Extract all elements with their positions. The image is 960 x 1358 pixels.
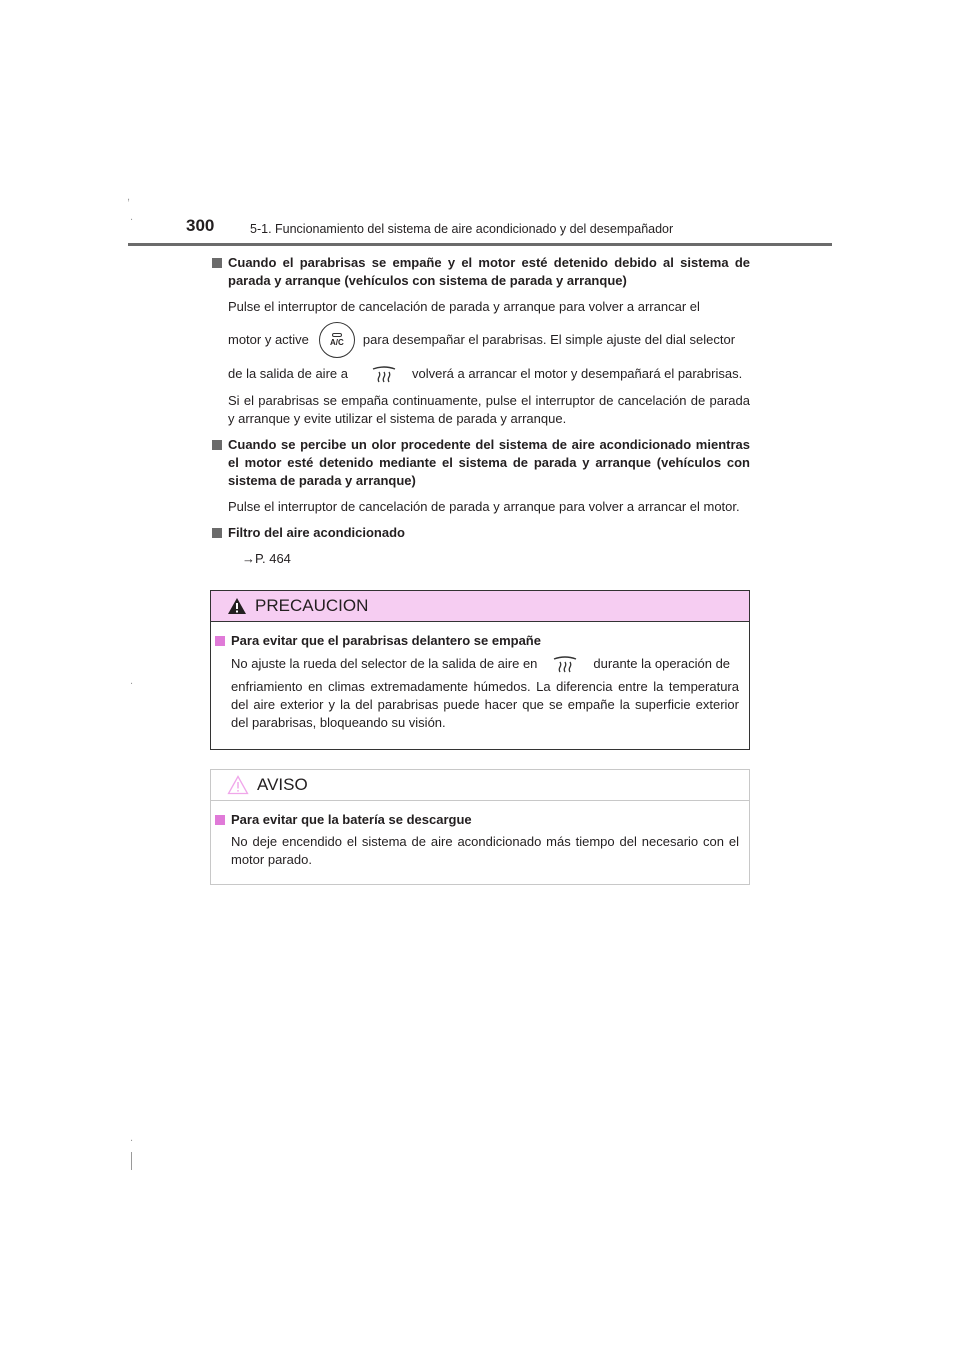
page-reference: →P. 464 bbox=[242, 551, 291, 566]
paragraph-with-icon: No ajuste la rueda del selector de la salida de aire en durante la operación de bbox=[215, 654, 739, 674]
square-bullet-icon bbox=[212, 440, 222, 450]
square-bullet-icon bbox=[215, 815, 225, 825]
aviso-box bbox=[210, 769, 750, 885]
precaucion-box bbox=[210, 590, 750, 750]
aviso-heading: Para evitar que la batería se descargue bbox=[215, 811, 739, 829]
paragraph: Pulse el interruptor de cancelación de parada y arranque para volver a arrancar el bbox=[228, 299, 700, 314]
precaucion-title: PRECAUCION bbox=[255, 596, 369, 615]
page-number: 300 bbox=[186, 216, 215, 235]
section-title: 5-1. Funcionamiento del sistema de aire acondicionado y del desempañador bbox=[250, 222, 674, 236]
paragraph: enfriamiento en climas extremadamente húmedos. La diferencia entre la temperatura del aire exterior y la del parabrisas puede hacer que se empañe la superficie exterior del parabrisas, bloqueando su visión. bbox=[231, 679, 739, 730]
aviso-title: AVISO bbox=[257, 775, 308, 794]
square-bullet-icon bbox=[215, 636, 225, 646]
crop-line bbox=[131, 1152, 132, 1170]
square-bullet-icon bbox=[212, 258, 222, 268]
crop-mark: . bbox=[130, 1132, 134, 1144]
precaucion-heading: Para evitar que el parabrisas delantero se empañe bbox=[215, 632, 739, 650]
paragraph: Si el parabrisas se empaña continuamente, pulse el interruptor de cancelación de parada y arranque y evite utilizar el sistema de parada y arranque. bbox=[228, 393, 750, 426]
ac-label: A/C bbox=[330, 338, 344, 347]
square-bullet-icon bbox=[212, 528, 222, 538]
item-heading: Cuando se percibe un olor procedente del sistema de aire acondicionado mientras el motor esté detenido mediante el sistema de parada y arranque (vehículos con sistema de parada y arranque) bbox=[212, 436, 750, 490]
warning-triangle-outline-icon bbox=[227, 775, 249, 795]
main-content bbox=[212, 254, 750, 568]
warning-triangle-filled-icon bbox=[227, 597, 247, 615]
paragraph: No deje encendido el sistema de aire acondicionado más tiempo del necesario con el motor parado. bbox=[231, 834, 739, 867]
paragraph-with-icon: de la salida de aire a volverá a arrancar el motor y desempañará el parabrisas. bbox=[212, 364, 750, 384]
paragraph: Pulse el interruptor de cancelación de parada y arranque para volver a arrancar el motor. bbox=[228, 499, 740, 514]
item-heading: Cuando el parabrisas se empañe y el motor esté detenido debido al sistema de parada y arranque (vehículos con sistema de parada y arranque) bbox=[212, 254, 750, 290]
crop-mark: , bbox=[127, 191, 131, 203]
precaucion-body bbox=[211, 622, 749, 732]
aviso-header bbox=[211, 770, 749, 801]
item-heading: Filtro del aire acondicionado bbox=[212, 524, 750, 542]
crop-mark: . bbox=[130, 211, 134, 223]
paragraph-with-icon: motor y active A/C para desempañar el parabrisas. El simple ajuste del dial selector bbox=[212, 322, 750, 358]
header-rule bbox=[128, 243, 832, 246]
windshield-defroster-icon bbox=[370, 364, 398, 384]
crop-mark: . bbox=[130, 675, 134, 687]
windshield-defroster-icon bbox=[551, 654, 579, 674]
ac-indicator bbox=[332, 333, 342, 337]
precaucion-header bbox=[211, 591, 749, 622]
ac-button-icon bbox=[319, 322, 355, 358]
aviso-body bbox=[211, 801, 749, 869]
